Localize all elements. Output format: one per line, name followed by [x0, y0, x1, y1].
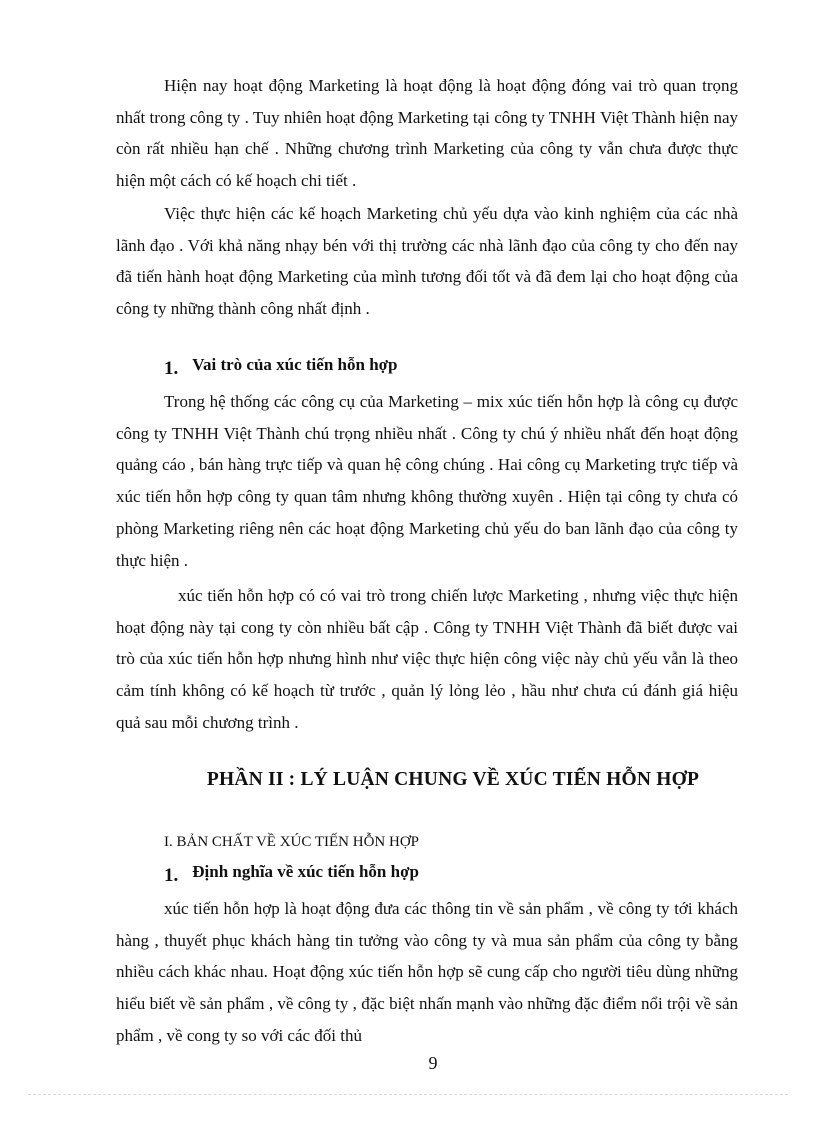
paragraph-marketing-mix: Trong hệ thống các công cụ của Marketing – mix xúc tiến hỗn hợp là công cụ được công ty TNHH Việt Thành chú trọng nhiều nhất . Công ty chú ý nhiều nhất đến hoạt động quảng cáo , bán hàng trực tiếp và quan hệ công chúng . Hai công cụ Marketing trực tiếp và xúc tiến hỗn hợp công ty quan tâm nhưng không thường xuyên . Hiện tại công ty chưa có phòng Marketing riêng nên các hoạt động Marketing chủ yếu do ban lãnh đạo của công ty thực hiện .: [116, 392, 738, 570]
paragraph-promotion-role: xúc tiến hỗn hợp có có vai trò trong chiến lược Marketing , nhưng việc thực hiện hoạt động này tại cong ty còn nhiều bất cập . Công ty TNHH Việt Thành đã biết được vai trò của xúc tiến hỗn hợp nhưng hình như việc thực hiện công việc này chủ yếu vẫn là theo cảm tính không có kế hoạch từ trước , quản lý lỏng lẻo , hầu như chưa cú đánh giá hiệu quả sau mỗi chương trình .: [116, 586, 738, 732]
paragraph-marketing-experience: Việc thực hiện các kế hoạch Marketing chủ yếu dựa vào kinh nghiệm của các nhà lãnh đạo . Với khả năng nhạy bén với thị trường các nhà lãnh đạo của công ty cho đến nay đã tiến hành hoạt động Marketing của mình tương đối tốt và đã đem lại cho hoạt động của công ty những thành công nhất định .: [116, 204, 738, 319]
heading-number: 1.: [164, 358, 179, 379]
paragraph-marketing-intro: Hiện nay hoạt động Marketing là hoạt động là hoạt động đóng vai trò quan trọng nhất trong công ty . Tuy nhiên hoạt động Marketing tại công ty TNHH Việt Thành hiện nay còn rất nhiều hạn chế . Những chương trình Marketing của công ty vẫn chưa được thực hiện một cách có kế hoạch chi tiết .: [116, 76, 738, 191]
page-number: 9: [428, 1053, 438, 1073]
part-title: PHẦN II : LÝ LUẬN CHUNG VỀ XÚC TIẾN HỖN HỢP: [206, 769, 700, 790]
heading-text: Vai trò của xúc tiến hỗn hợp: [192, 355, 398, 374]
page-bottom-divider: [28, 1094, 788, 1095]
heading-role-of-promotion: [164, 354, 398, 379]
paragraph-definition: xúc tiến hỗn hợp là hoạt động đưa các thông tin về sản phẩm , về công ty tới khách hàng , thuyết phục khách hàng tin tưởng vào công ty và mua sản phẩm của công ty bằng nhiều cách khác nhau. Hoạt động xúc tiến hỗn hợp sẽ cung cấp cho người tiêu dùng những hiểu biết về sản phẩm , về công ty , đặc biệt nhấn mạnh vào những đặc điểm nổi trội về sản phẩm , về cong ty so với các đối thủ: [116, 899, 738, 1045]
heading-text: Định nghĩa về xúc tiến hỗn hợp: [192, 862, 419, 881]
section-heading: I. BẢN CHẤT VỀ XÚC TIẾN HỖN HỢP: [164, 834, 420, 850]
heading-number: 1.: [164, 865, 179, 886]
heading-definition: [164, 861, 419, 886]
